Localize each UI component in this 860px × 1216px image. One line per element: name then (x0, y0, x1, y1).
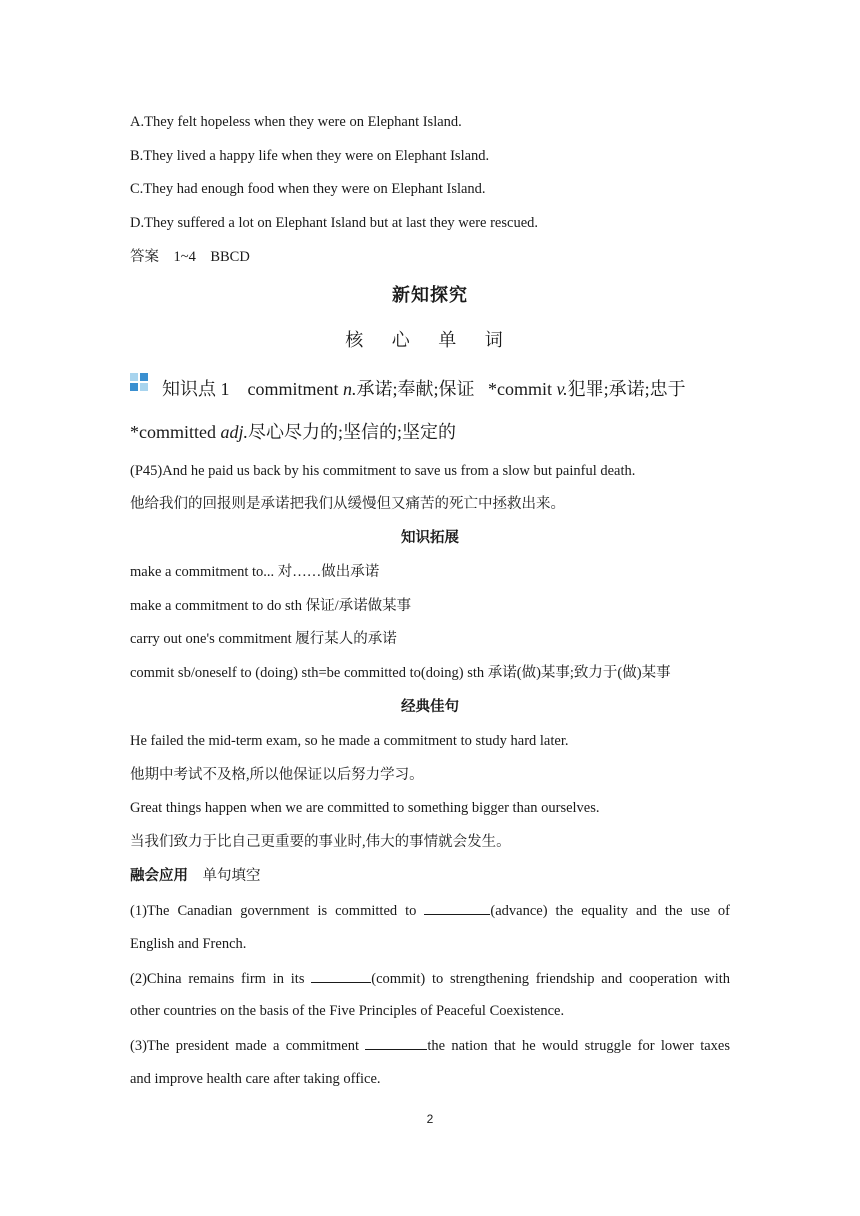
answer-blank-3[interactable] (365, 1035, 427, 1050)
question-2-hint: (commit) to strengthening friendship and cooperation with (371, 971, 731, 987)
question-3-cont: and improve health care after taking office. (130, 1071, 381, 1087)
classic-title: 经典佳句 (401, 699, 459, 715)
extension-item: make a commitment to do sth 保证/承诺做某事 (130, 598, 412, 614)
extension-title: 知识拓展 (401, 530, 459, 546)
question-3-hint: the nation that he would struggle for lower taxes (427, 1038, 731, 1054)
classic-sentence-zh: 当我们致力于比自己更重要的事业时,伟大的事情就会发生。 (130, 834, 511, 850)
page-number: 2 (426, 1112, 434, 1126)
def-commit: 犯罪;承诺;忠于 (567, 379, 686, 399)
question-1-line (130, 900, 730, 921)
practice-label: 融会应用 (130, 868, 188, 884)
knowledge-point-label: 知识点 1 (162, 379, 230, 399)
option-a: A.They felt hopeless when they were on Elephant Island. (130, 114, 462, 130)
extension-item: commit sb/oneself to (doing) sth=be committed to(doing) sth 承诺(做)某事;致力于(做)某事 (130, 665, 671, 681)
def-commitment: 承诺;奉献;保证 (356, 379, 475, 399)
word-committed: *committed (130, 422, 216, 442)
classic-sentence-en: Great things happen when we are committed to something bigger than ourselves. (130, 800, 600, 816)
knowledge-point-heading-cont (130, 419, 730, 445)
question-3-line (130, 1035, 730, 1056)
section-title: 新知探究 (392, 285, 468, 305)
word-commit: *commit (488, 379, 552, 399)
word-commitment: commitment (247, 379, 339, 399)
answer-line: 答案 1~4 BBCD (130, 249, 250, 265)
example-en: (P45)And he paid us back by his commitment to save us from a slow but painful death. (130, 463, 636, 479)
knowledge-point-icon (130, 373, 148, 391)
def-committed: 尽心尽力的;坚信的;坚定的 (248, 422, 457, 442)
option-c: C.They had enough food when they were on Elephant Island. (130, 181, 486, 197)
extension-item: carry out one's commitment 履行某人的承诺 (130, 631, 397, 647)
option-d: D.They suffered a lot on Elephant Island but at last they were rescued. (130, 215, 539, 231)
example-zh: 他给我们的回报则是承诺把我们从缓慢但又痛苦的死亡中拯救出来。 (130, 496, 565, 512)
pos-adj: adj. (220, 422, 248, 442)
pos-verb: v. (556, 379, 568, 399)
classic-sentence-en: He failed the mid-term exam, so he made a commitment to study hard later. (130, 733, 569, 749)
question-2-text: (2)China remains firm in its (130, 971, 305, 987)
section-subtitle: 核 心 单 词 (345, 330, 515, 350)
question-1-text: (1)The Canadian government is committed to (130, 903, 417, 919)
classic-sentence-zh: 他期中考试不及格,所以他保证以后努力学习。 (130, 767, 424, 783)
practice-type: 单句填空 (202, 868, 261, 884)
answer-blank-1[interactable] (424, 900, 490, 915)
question-2-cont: other countries on the basis of the Five Principles of Peaceful Coexistence. (130, 1003, 565, 1019)
knowledge-point-heading (162, 376, 732, 402)
option-b: B.They lived a happy life when they were on Elephant Island. (130, 148, 490, 164)
question-1-cont: English and French. (130, 936, 247, 952)
extension-item: make a commitment to... 对……做出承诺 (130, 564, 380, 580)
question-1-hint: (advance) the equality and the use of (490, 903, 730, 919)
practice-heading (130, 866, 730, 886)
answer-blank-2[interactable] (311, 968, 371, 983)
question-3-text: (3)The president made a commitment (130, 1038, 360, 1054)
pos-noun: n. (342, 379, 357, 399)
question-2-line (130, 968, 730, 989)
